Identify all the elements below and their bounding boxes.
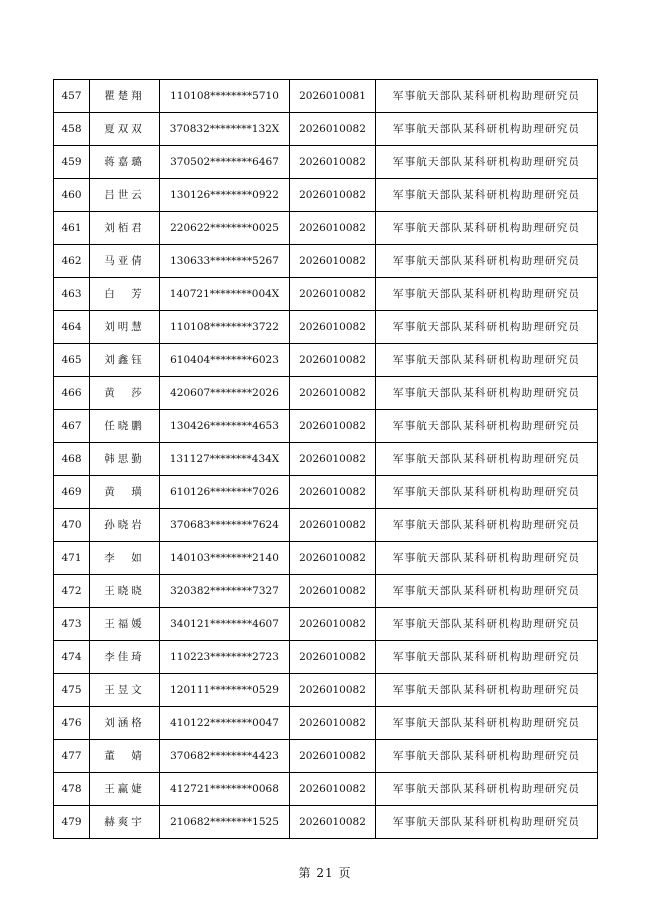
id-number-cell: 210682********1525 <box>160 806 290 839</box>
table-row <box>54 278 598 311</box>
position-cell: 军事航天部队某科研机构助理研究员 <box>376 245 598 278</box>
position-cell: 军事航天部队某科研机构助理研究员 <box>376 509 598 542</box>
candidate-name-cell: 刘栢君 <box>90 212 160 245</box>
id-number-cell: 420607********2026 <box>160 377 290 410</box>
exam-number-cell: 2026010082 <box>290 806 376 839</box>
table-row <box>54 344 598 377</box>
candidate-name-cell: 刘涵格 <box>90 707 160 740</box>
table-row <box>54 641 598 674</box>
exam-number-cell: 2026010081 <box>290 80 376 113</box>
table-row <box>54 806 598 839</box>
exam-number-cell: 2026010082 <box>290 707 376 740</box>
candidate-name-cell: 赫爽宇 <box>90 806 160 839</box>
candidate-name-cell: 刘鑫钰 <box>90 344 160 377</box>
position-cell: 军事航天部队某科研机构助理研究员 <box>376 542 598 575</box>
position-cell: 军事航天部队某科研机构助理研究员 <box>376 377 598 410</box>
candidate-name-cell: 王昱文 <box>90 674 160 707</box>
exam-number-cell: 2026010082 <box>290 377 376 410</box>
exam-number-cell: 2026010082 <box>290 179 376 212</box>
candidate-name-cell: 李佳琦 <box>90 641 160 674</box>
position-cell: 军事航天部队某科研机构助理研究员 <box>376 278 598 311</box>
table-row <box>54 740 598 773</box>
candidate-name-cell: 夏双双 <box>90 113 160 146</box>
id-number-cell: 412721********0068 <box>160 773 290 806</box>
candidate-name-cell: 王赢婕 <box>90 773 160 806</box>
row-number-cell: 468 <box>54 443 90 476</box>
exam-number-cell: 2026010082 <box>290 146 376 179</box>
exam-number-cell: 2026010082 <box>290 278 376 311</box>
id-number-cell: 131127********434X <box>160 443 290 476</box>
row-number-cell: 477 <box>54 740 90 773</box>
position-cell: 军事航天部队某科研机构助理研究员 <box>376 641 598 674</box>
position-cell: 军事航天部队某科研机构助理研究员 <box>376 806 598 839</box>
table-row <box>54 608 598 641</box>
exam-number-cell: 2026010082 <box>290 641 376 674</box>
candidate-name-cell: 黄 璜 <box>90 476 160 509</box>
row-number-cell: 473 <box>54 608 90 641</box>
candidate-name-cell: 孙晓岩 <box>90 509 160 542</box>
position-cell: 军事航天部队某科研机构助理研究员 <box>376 311 598 344</box>
candidate-name-cell: 李 如 <box>90 542 160 575</box>
position-cell: 军事航天部队某科研机构助理研究员 <box>376 146 598 179</box>
row-number-cell: 470 <box>54 509 90 542</box>
id-number-cell: 610126********7026 <box>160 476 290 509</box>
candidate-table-body <box>54 80 598 839</box>
table-row <box>54 773 598 806</box>
row-number-cell: 479 <box>54 806 90 839</box>
id-number-cell: 110223********2723 <box>160 641 290 674</box>
candidate-name-cell: 任晓鹏 <box>90 410 160 443</box>
row-number-cell: 478 <box>54 773 90 806</box>
exam-number-cell: 2026010082 <box>290 113 376 146</box>
row-number-cell: 457 <box>54 80 90 113</box>
position-cell: 军事航天部队某科研机构助理研究员 <box>376 476 598 509</box>
id-number-cell: 140103********2140 <box>160 542 290 575</box>
candidate-name-cell: 马亚倩 <box>90 245 160 278</box>
candidate-name-cell: 吕世云 <box>90 179 160 212</box>
exam-number-cell: 2026010082 <box>290 575 376 608</box>
table-row <box>54 410 598 443</box>
id-number-cell: 320382********7327 <box>160 575 290 608</box>
id-number-cell: 140721********004X <box>160 278 290 311</box>
id-number-cell: 610404********6023 <box>160 344 290 377</box>
row-number-cell: 462 <box>54 245 90 278</box>
exam-number-cell: 2026010082 <box>290 443 376 476</box>
id-number-cell: 130426********4653 <box>160 410 290 443</box>
candidate-name-cell: 王福媛 <box>90 608 160 641</box>
id-number-cell: 130126********0922 <box>160 179 290 212</box>
candidate-name-cell: 白 芳 <box>90 278 160 311</box>
position-cell: 军事航天部队某科研机构助理研究员 <box>376 212 598 245</box>
row-number-cell: 461 <box>54 212 90 245</box>
row-number-cell: 467 <box>54 410 90 443</box>
row-number-cell: 459 <box>54 146 90 179</box>
row-number-cell: 469 <box>54 476 90 509</box>
table-row <box>54 509 598 542</box>
row-number-cell: 475 <box>54 674 90 707</box>
id-number-cell: 130633********5267 <box>160 245 290 278</box>
position-cell: 军事航天部队某科研机构助理研究员 <box>376 740 598 773</box>
table-row <box>54 707 598 740</box>
exam-number-cell: 2026010082 <box>290 245 376 278</box>
position-cell: 军事航天部队某科研机构助理研究员 <box>376 80 598 113</box>
row-number-cell: 471 <box>54 542 90 575</box>
exam-number-cell: 2026010082 <box>290 476 376 509</box>
table-row <box>54 311 598 344</box>
table-row <box>54 179 598 212</box>
id-number-cell: 120111********0529 <box>160 674 290 707</box>
position-cell: 军事航天部队某科研机构助理研究员 <box>376 674 598 707</box>
id-number-cell: 370502********6467 <box>160 146 290 179</box>
table-row <box>54 377 598 410</box>
table-row <box>54 80 598 113</box>
candidate-name-cell: 黄 莎 <box>90 377 160 410</box>
position-cell: 军事航天部队某科研机构助理研究员 <box>376 707 598 740</box>
row-number-cell: 464 <box>54 311 90 344</box>
table-row <box>54 212 598 245</box>
exam-number-cell: 2026010082 <box>290 674 376 707</box>
row-number-cell: 474 <box>54 641 90 674</box>
exam-number-cell: 2026010082 <box>290 740 376 773</box>
exam-number-cell: 2026010082 <box>290 608 376 641</box>
exam-number-cell: 2026010082 <box>290 311 376 344</box>
id-number-cell: 220622********0025 <box>160 212 290 245</box>
position-cell: 军事航天部队某科研机构助理研究员 <box>376 179 598 212</box>
row-number-cell: 458 <box>54 113 90 146</box>
position-cell: 军事航天部队某科研机构助理研究员 <box>376 410 598 443</box>
position-cell: 军事航天部队某科研机构助理研究员 <box>376 443 598 476</box>
row-number-cell: 465 <box>54 344 90 377</box>
position-cell: 军事航天部队某科研机构助理研究员 <box>376 608 598 641</box>
id-number-cell: 410122********0047 <box>160 707 290 740</box>
table-row <box>54 146 598 179</box>
exam-number-cell: 2026010082 <box>290 410 376 443</box>
row-number-cell: 476 <box>54 707 90 740</box>
row-number-cell: 463 <box>54 278 90 311</box>
position-cell: 军事航天部队某科研机构助理研究员 <box>376 773 598 806</box>
exam-number-cell: 2026010082 <box>290 773 376 806</box>
table-row <box>54 245 598 278</box>
candidate-name-cell: 董 婧 <box>90 740 160 773</box>
table-row <box>54 476 598 509</box>
table-row <box>54 575 598 608</box>
exam-number-cell: 2026010082 <box>290 344 376 377</box>
table-row <box>54 113 598 146</box>
row-number-cell: 466 <box>54 377 90 410</box>
position-cell: 军事航天部队某科研机构助理研究员 <box>376 344 598 377</box>
row-number-cell: 460 <box>54 179 90 212</box>
table-row <box>54 542 598 575</box>
candidate-table <box>53 79 598 839</box>
id-number-cell: 370683********7624 <box>160 509 290 542</box>
id-number-cell: 110108********3722 <box>160 311 290 344</box>
candidate-name-cell: 刘明慧 <box>90 311 160 344</box>
id-number-cell: 370682********4423 <box>160 740 290 773</box>
candidate-name-cell: 韩思勤 <box>90 443 160 476</box>
page-number: 第 21 页 <box>298 866 352 880</box>
id-number-cell: 110108********5710 <box>160 80 290 113</box>
candidate-name-cell: 王晓晓 <box>90 575 160 608</box>
exam-number-cell: 2026010082 <box>290 542 376 575</box>
position-cell: 军事航天部队某科研机构助理研究员 <box>376 575 598 608</box>
candidate-name-cell: 瞿楚翔 <box>90 80 160 113</box>
exam-number-cell: 2026010082 <box>290 509 376 542</box>
id-number-cell: 340121********4607 <box>160 608 290 641</box>
candidate-name-cell: 蒋嘉璐 <box>90 146 160 179</box>
table-row <box>54 443 598 476</box>
row-number-cell: 472 <box>54 575 90 608</box>
position-cell: 军事航天部队某科研机构助理研究员 <box>376 113 598 146</box>
exam-number-cell: 2026010082 <box>290 212 376 245</box>
id-number-cell: 370832********132X <box>160 113 290 146</box>
table-row <box>54 674 598 707</box>
